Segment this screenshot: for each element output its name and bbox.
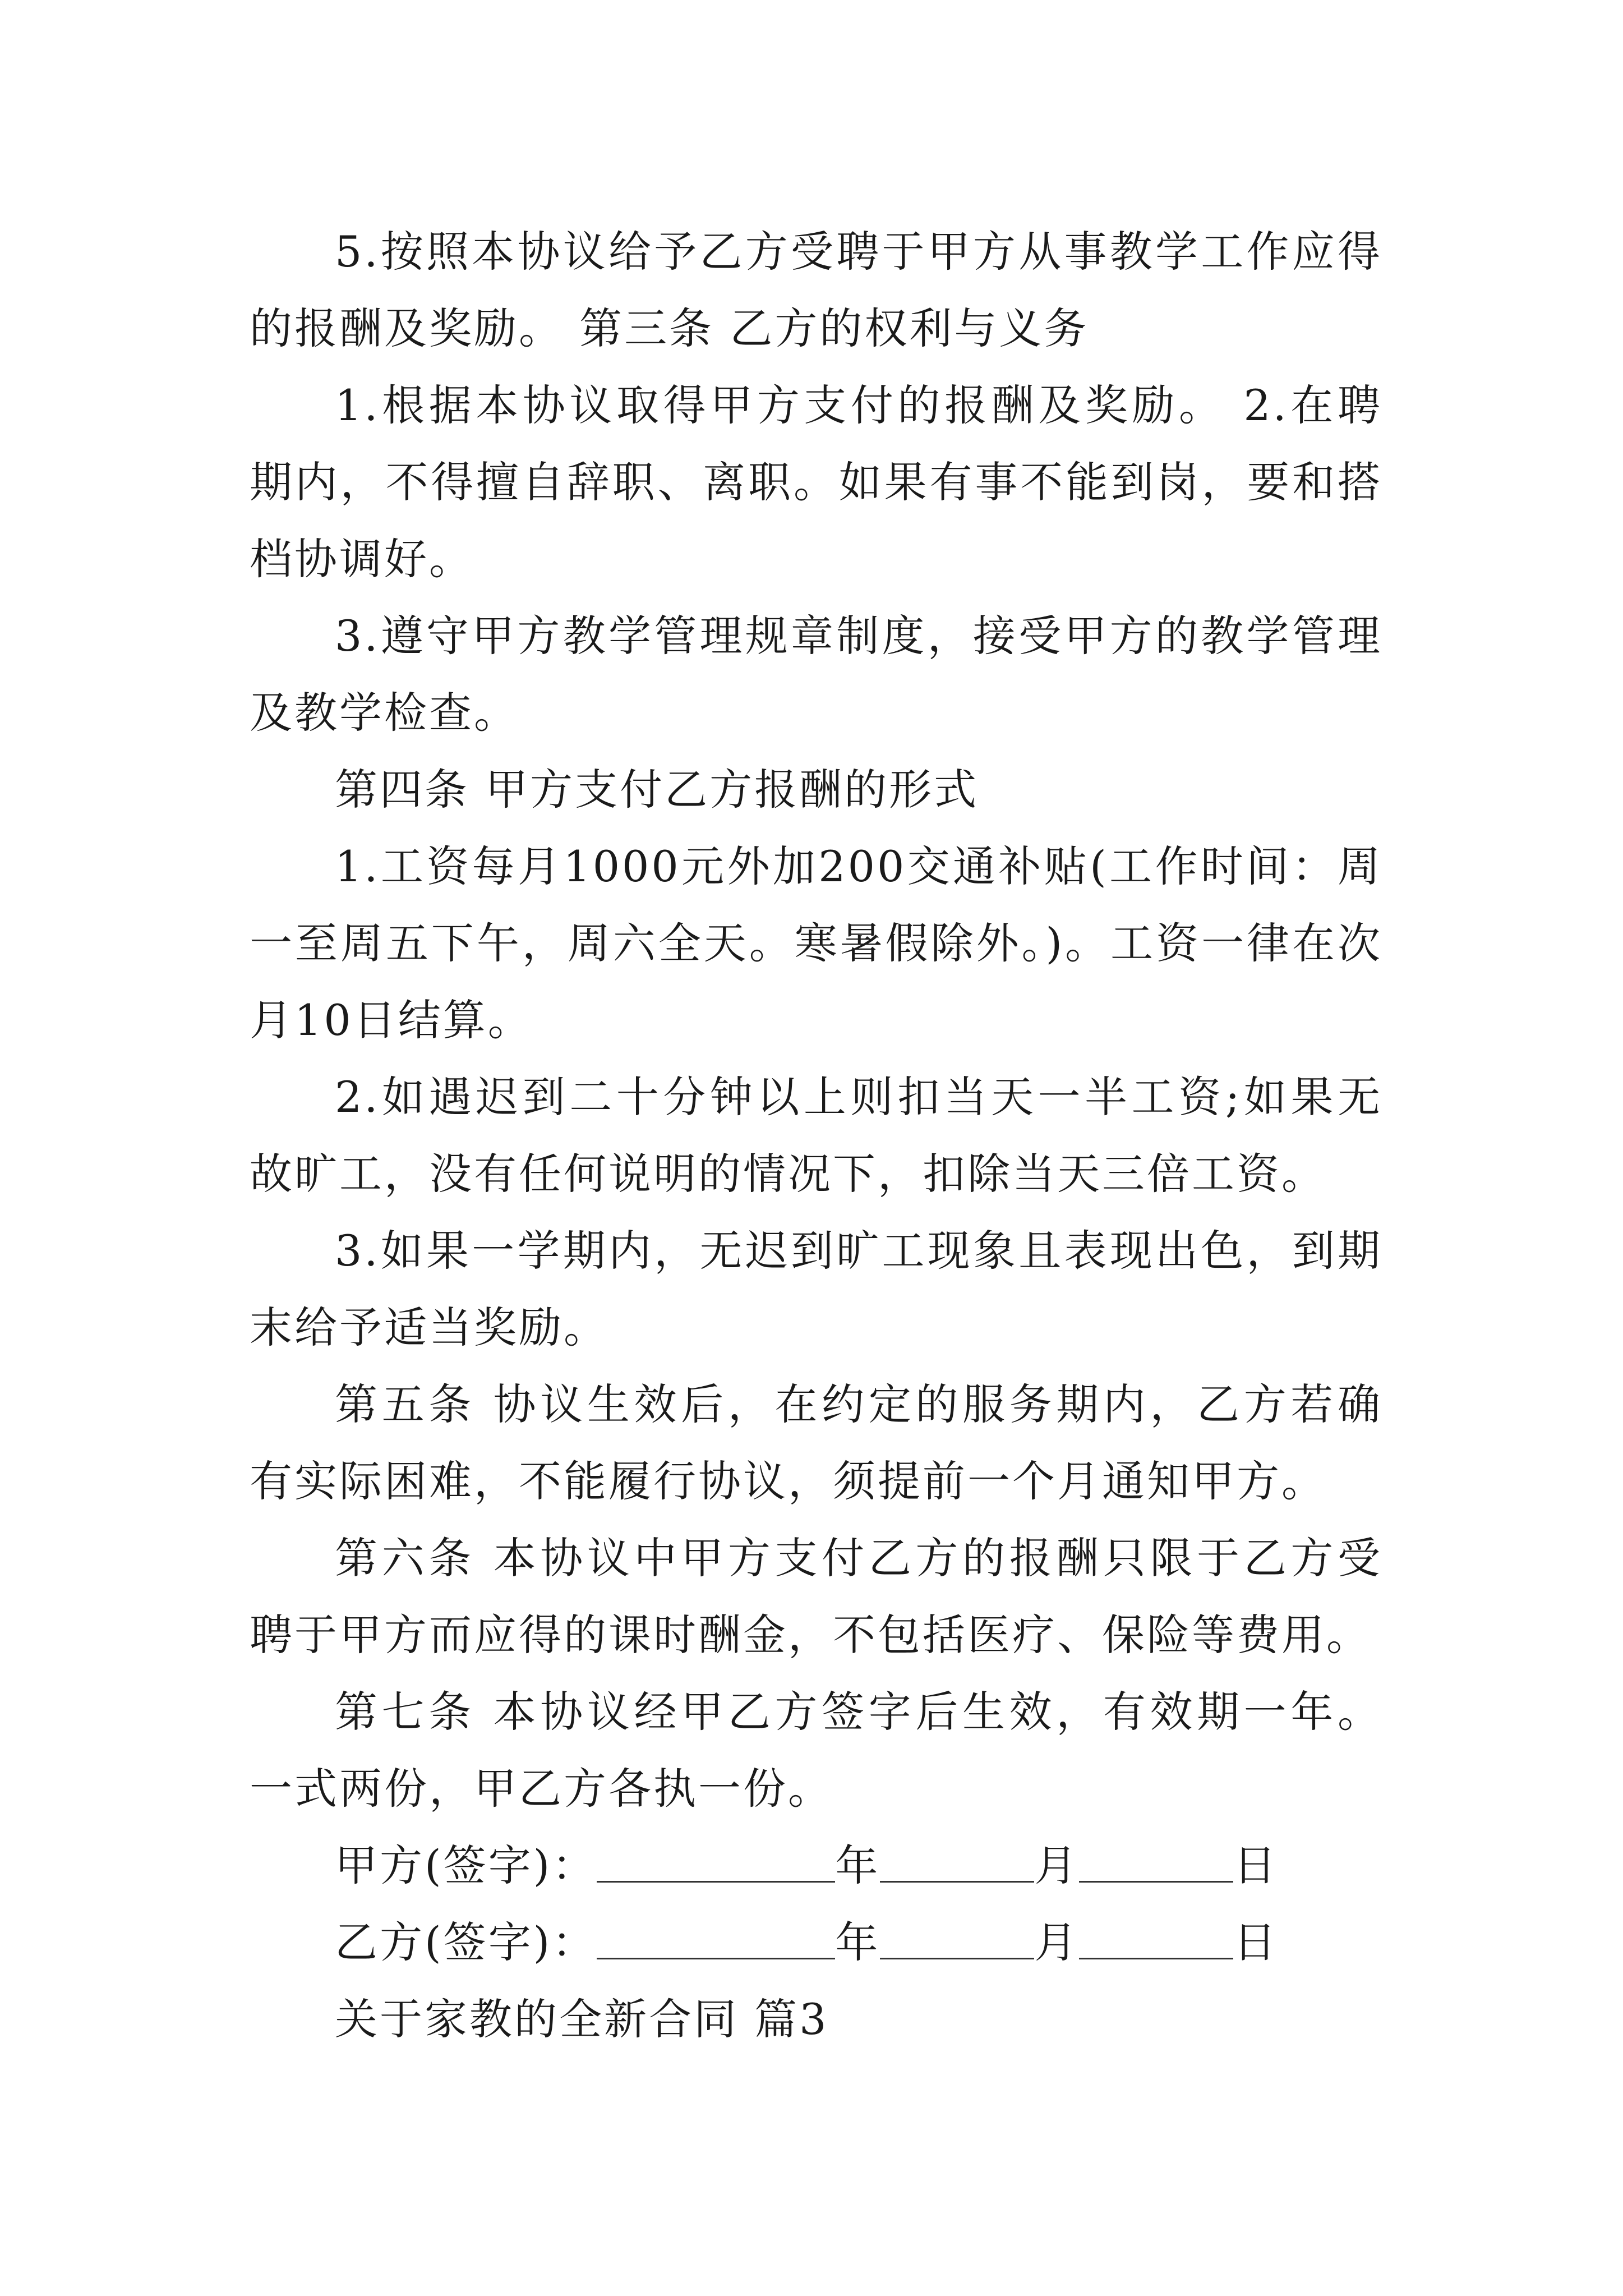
party-b-month-blank[interactable] xyxy=(880,1913,1034,1959)
paragraph-party-b-rules: 3.遵守甲方教学管理规章制度，接受甲方的教学管理及教学检查。 xyxy=(250,611,1382,738)
year-label: 年 xyxy=(835,1917,880,1967)
party-b-label: 乙方(签字)： xyxy=(335,1917,597,1967)
article-5: 第五条 协议生效后，在约定的服务期内，乙方若确有实际困难，不能履行协议，须提前一个月通知甲方。 xyxy=(250,1379,1382,1506)
party-b-signature-blank[interactable] xyxy=(597,1913,835,1959)
party-b-day-blank[interactable] xyxy=(1079,1913,1233,1959)
paragraph-party-b-rights: 1.根据本协议取得甲方支付的报酬及奖励。 2.在聘期内，不得擅自辞职、离职。如果有事不能到岗，要和搭档协调好。 xyxy=(250,380,1382,584)
article-6: 第六条 本协议中甲方支付乙方的报酬只限于乙方受聘于甲方而应得的课时酬金，不包括医疗、保险等费用。 xyxy=(250,1533,1382,1660)
party-a-label: 甲方(签字)： xyxy=(335,1841,597,1890)
month-label: 月 xyxy=(1034,1917,1080,1967)
year-label: 年 xyxy=(835,1841,880,1890)
paragraph-reward: 3.如果一学期内，无迟到旷工现象且表现出色，到期末给予适当奖励。 xyxy=(250,1226,1382,1352)
party-b-signature-line xyxy=(250,1904,1382,1981)
party-a-signature-blank[interactable] xyxy=(597,1836,835,1883)
article-4-heading: 第四条 甲方支付乙方报酬的形式 xyxy=(335,765,979,815)
party-a-signature-line xyxy=(250,1827,1382,1904)
article-7: 第七条 本协议经甲乙方签字后生效，有效期一年。一式两份，甲乙方各执一份。 xyxy=(250,1687,1382,1814)
month-label: 月 xyxy=(1034,1841,1080,1890)
paragraph-salary: 1.工资每月1000元外加200交通补贴(工作时间：周一至周五下午，周六全天。寒暑假除外。)。工资一律在次月10日结算。 xyxy=(250,841,1382,1045)
day-label: 日 xyxy=(1233,1917,1279,1967)
party-a-day-blank[interactable] xyxy=(1079,1836,1233,1883)
day-label: 日 xyxy=(1233,1841,1279,1890)
paragraph-article-3-heading: 5.按照本协议给予乙方受聘于甲方从事教学工作应得的报酬及奖励。 第三条 乙方的权利与义务 xyxy=(250,227,1382,353)
document-body xyxy=(250,213,1382,2058)
party-a-month-blank[interactable] xyxy=(880,1836,1034,1883)
paragraph-late-penalty: 2.如遇迟到二十分钟以上则扣当天一半工资;如果无故旷工，没有任何说明的情况下，扣除当天三倍工资。 xyxy=(250,1072,1382,1199)
section-heading-contract-3: 关于家教的全新合同 篇3 xyxy=(335,1994,829,2044)
